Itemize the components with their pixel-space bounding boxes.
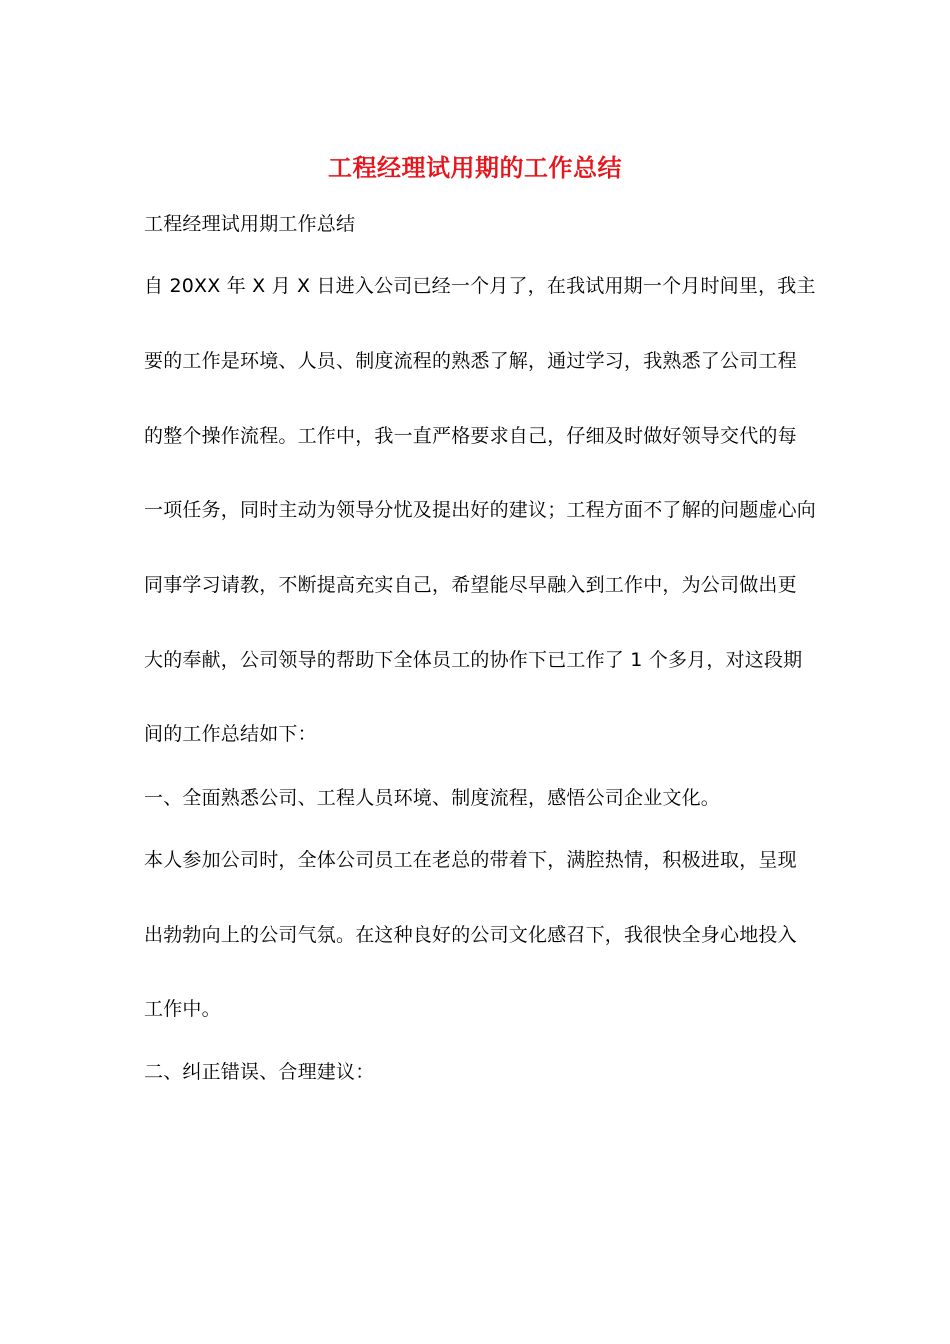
paragraph-line-3: 的整个操作流程。工作中，我一直严格要求自己，仔细及时做好领导交代的每 [144,425,797,447]
paragraph-line-2: 要的工作是环境、人员、制度流程的熟悉了解，通过学习，我熟悉了公司工程 [144,350,797,372]
document-subtitle: 工程经理试用期工作总结 [144,213,356,235]
paragraph-line-1: 自 20XX 年 X 月 X 日进入公司已经一个月了，在我试用期一个月时间里，我主 [144,275,816,297]
document-title: 工程经理试用期的工作总结 [328,153,622,182]
paragraph-line-8: 本人参加公司时，全体公司员工在老总的带着下，满腔热情，积极进取，呈现 [144,849,797,871]
section-heading-2: 二、纠正错误、合理建议： [144,1061,375,1083]
paragraph-line-5: 同事学习请教，不断提高充实自己，希望能尽早融入到工作中，为公司做出更 [144,574,797,596]
paragraph-line-9: 出勃勃向上的公司气氛。在这种良好的公司文化感召下，我很快全身心地投入 [144,924,797,946]
paragraph-line-10: 工作中。 [144,998,221,1020]
paragraph-line-6: 大的奉献，公司领导的帮助下全体员工的协作下已工作了 1 个多月，对这段期 [144,649,803,671]
section-heading-1: 一、全面熟悉公司、工程人员环境、制度流程，感悟公司企业文化。 [144,787,721,809]
paragraph-line-7: 间的工作总结如下： [144,723,317,745]
paragraph-line-4: 一项任务，同时主动为领导分忧及提出好的建议；工程方面不了解的问题虚心向 [144,499,817,521]
